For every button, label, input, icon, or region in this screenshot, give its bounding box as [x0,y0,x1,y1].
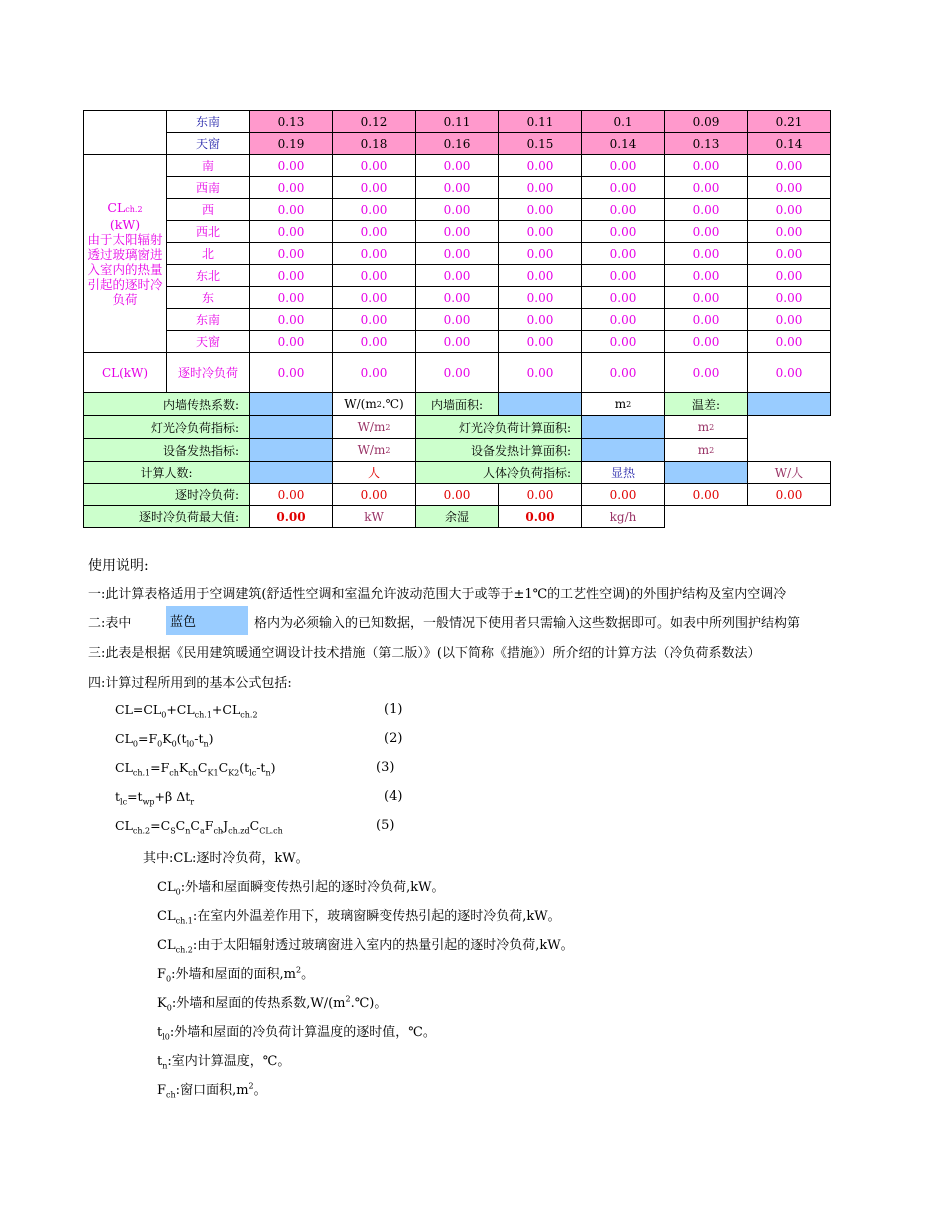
formula-4: $t_{lc}=t_{wp}+\beta$ $\Delta t_r$ [115,789,195,807]
lighting-area-unit-base: m [697,420,710,434]
cl-ch2-value-cell: 0.00 [498,176,582,199]
cl-ch2-value-cell: 0.00 [498,308,582,331]
inner-wall-k-unit [332,392,416,416]
cl-ch2-symbol-sub: ch.2 [125,205,143,214]
formula-number-3: (3) [376,760,395,775]
cl-ch2-value-cell: 0.00 [415,286,499,309]
merged-label-cell-top [83,110,167,155]
instruction-line-2-prefix: 二:表中 [88,616,132,631]
hourly-load-value: 0.00 [664,483,748,506]
hourly-load-label: 逐时冷负荷: [83,483,250,506]
inner-wall-k-unit-end: .℃) [381,397,404,411]
definition-k0: $K_0$:外墙和屋面的传热系数$,W/(m^2.℃)$。 [157,994,388,1013]
equipment-area-label: 设备发热计算面积: [415,438,582,462]
direction-label: 西 [166,198,250,221]
cl-ch2-value-cell: 0.00 [249,264,333,287]
people-count-label: 计算人数: [83,461,250,484]
cl-ch2-value-cell: 0.00 [581,198,665,221]
cl-ch2-value-cell: 0.00 [581,286,665,309]
formula-5: $CL_{ch.2}=C_SC_nC_aF_{ch}J_{ch.zd}C_{CL.ch}$ [115,818,283,836]
cl-ch2-value-cell: 0.00 [498,264,582,287]
cl-total-value-cell: 0.00 [498,352,582,393]
cl-ch2-value-cell: 0.00 [664,198,748,221]
pink-coefficient-cell[interactable]: 0.19 [249,132,333,155]
cl-ch2-value-cell: 0.00 [332,308,416,331]
definition-f0-end: 。 [301,967,315,982]
formula-1: $CL=CL_0+CL_{ch.1}+CL_{ch.2}$ [115,702,258,720]
top-row-label: 天窗 [166,132,250,155]
definitions-intro: 其中:CL:逐时冷负荷，kW。 [143,851,309,866]
lighting-index-unit-base: W/m [357,420,386,434]
direction-label: 东南 [166,308,250,331]
cl-total-value-cell: 0.00 [664,352,748,393]
definition-f0-sup: 2 [295,965,302,975]
cl-ch2-value-cell: 0.00 [747,330,831,353]
cl-ch2-value-cell: 0.00 [747,286,831,309]
direction-label: 西北 [166,220,250,243]
pink-coefficient-cell[interactable]: 0.14 [581,132,665,155]
pink-coefficient-cell[interactable]: 0.13 [249,110,333,133]
direction-label: 东 [166,286,250,309]
inner-wall-area-unit-sup: 2 [626,399,632,409]
max-load-value: 0.00 [249,505,333,528]
direction-label: 东北 [166,264,250,287]
cl-ch2-value-cell: 0.00 [415,242,499,265]
direction-label: 西南 [166,176,250,199]
definition-clch2: $CL_{ch.2}$:由于太阳辐射透过玻璃窗进入室内的热量引起的逐时冷负荷,kW。 [157,938,574,955]
formula-2: $CL_0=F_0K_0(t_{l0}-t_n)$ [115,731,214,749]
max-load-label: 逐时冷负荷最大值: [83,505,250,528]
cl-ch2-value-cell: 0.00 [415,154,499,177]
equipment-area-unit [664,438,748,462]
cl-ch2-value-cell: 0.00 [249,154,333,177]
cl-ch2-value-cell: 0.00 [498,154,582,177]
residual-humidity-label: 余湿 [415,505,499,528]
cl-ch2-value-cell: 0.00 [415,308,499,331]
definition-cl0-text: 外墙和屋面瞬变传热引起的逐时冷负荷,kW。 [185,880,445,895]
cl-ch2-value-cell: 0.00 [581,330,665,353]
cl-ch2-value-cell: 0.00 [581,176,665,199]
cl-ch2-value-cell: 0.00 [332,220,416,243]
people-index-label: 人体冷负荷指标: [415,461,582,484]
cl-total-label: CL(kW) [83,352,167,393]
cl-ch2-value-cell: 0.00 [581,264,665,287]
cl-ch2-value-cell: 0.00 [332,154,416,177]
inner-wall-area-input[interactable] [498,392,582,416]
definition-tn: $t_n$:室内计算温度，℃。 [157,1054,291,1071]
definition-clch1: $CL_{ch.1}$:在室内外温差作用下，玻璃窗瞬变传热引起的逐时冷负荷,kW。 [157,909,561,926]
cl-ch2-unit: (kW) [109,217,141,232]
cl-ch2-value-cell: 0.00 [664,154,748,177]
inner-wall-area-unit [581,392,665,416]
cl-ch2-value-cell: 0.00 [249,330,333,353]
pink-coefficient-cell[interactable]: 0.1 [581,110,665,133]
definition-k0-text: 外墙和屋面的传热系数,W/(m [176,996,346,1011]
definition-k0-sup: 2 [345,994,351,1004]
cl-ch2-value-cell: 0.00 [581,308,665,331]
definition-f0-text: 外墙和屋面的面积,m [175,967,296,982]
cl-total-sublabel: 逐时冷负荷 [166,352,250,393]
cl-ch2-value-cell: 0.00 [249,286,333,309]
cl-ch2-value-cell: 0.00 [249,220,333,243]
cl-ch2-value-cell: 0.00 [664,264,748,287]
cl-ch2-value-cell: 0.00 [332,242,416,265]
hourly-load-value: 0.00 [747,483,831,506]
lighting-index-input[interactable] [249,415,333,439]
cl-total-value-cell: 0.00 [581,352,665,393]
top-row-label: 东南 [166,110,250,133]
max-load-unit: kW [332,505,416,528]
cl-ch2-value-cell: 0.00 [498,242,582,265]
cl-ch2-value-cell: 0.00 [664,308,748,331]
lighting-area-label: 灯光冷负荷计算面积: [415,415,582,439]
cl-ch2-value-cell: 0.00 [332,176,416,199]
cl-ch2-symbol-main: CL [107,200,126,215]
cl-ch2-value-cell: 0.00 [664,220,748,243]
pink-coefficient-cell[interactable]: 0.11 [498,110,582,133]
cl-ch2-value-cell: 0.00 [415,330,499,353]
hourly-load-value: 0.00 [581,483,665,506]
pink-coefficient-cell[interactable]: 0.21 [747,110,831,133]
people-index-input[interactable] [664,461,748,484]
direction-label: 天窗 [166,330,250,353]
cl-ch2-value-cell: 0.00 [747,308,831,331]
equipment-index-label: 设备发热指标: [83,438,250,462]
cl-ch2-value-cell: 0.00 [415,198,499,221]
definition-f0: $F_0$:外墙和屋面的面积$,m^2$。 [157,965,315,984]
cl-ch2-value-cell: 0.00 [415,176,499,199]
definition-k0-end: .℃)。 [350,996,388,1011]
spreadsheet-grid [0,0,950,540]
cl-ch2-value-cell: 0.00 [747,154,831,177]
definition-clch2-text: 由于太阳辐射透过玻璃窗进入室内的热量引起的逐时冷负荷,kW。 [197,938,574,953]
equipment-area-input[interactable] [581,438,665,462]
direction-label: 北 [166,242,250,265]
blue-legend-chip: 蓝色 [166,606,248,635]
cl-ch2-value-cell: 0.00 [664,242,748,265]
cl-ch2-description: 由于太阳辐射透过玻璃窗进入室内的热量引起的逐时冷负荷 [87,232,163,307]
cl-ch2-value-cell: 0.00 [498,286,582,309]
cl-ch2-value-cell: 0.00 [581,242,665,265]
cl-ch2-value-cell: 0.00 [498,220,582,243]
equipment-area-unit-base: m [697,443,710,457]
cl-ch2-value-cell: 0.00 [581,220,665,243]
cl-ch2-value-cell: 0.00 [249,242,333,265]
cl-ch2-value-cell: 0.00 [498,330,582,353]
cl-total-value-cell: 0.00 [747,352,831,393]
cl-ch2-value-cell: 0.00 [249,198,333,221]
inner-wall-k-unit-base: W/(m [344,397,377,411]
cl-ch2-value-cell: 0.00 [249,308,333,331]
cl-ch2-value-cell: 0.00 [249,176,333,199]
cl-ch2-value-cell: 0.00 [581,154,665,177]
lighting-index-unit-sup: 2 [385,422,391,432]
pink-coefficient-cell[interactable]: 0.16 [415,132,499,155]
lighting-area-unit [664,415,748,439]
residual-humidity-value: 0.00 [498,505,582,528]
instruction-line-3: 三:此表是根据《民用建筑暖通空调设计技术措施（第二版）》(以下简称《措施》）所介绍的计算方法（冷负荷系数法） [88,646,761,661]
cl-ch2-value-cell: 0.00 [415,264,499,287]
cl-ch2-value-cell: 0.00 [664,286,748,309]
cl-ch2-value-cell: 0.00 [498,198,582,221]
lighting-index-label: 灯光冷负荷指标: [83,415,250,439]
inner-wall-area-label: 内墙面积: [415,392,499,416]
cl-ch2-value-cell: 0.00 [332,330,416,353]
equipment-index-unit-sup: 2 [385,445,391,455]
instruction-line-1: 一:此计算表格适用于空调建筑(舒适性空调和室温允许波动范围大于或等于±1℃的工艺性空调)的外围护结构及室内空调冷 [88,587,787,602]
pink-coefficient-cell[interactable]: 0.12 [332,110,416,133]
inner-wall-k-unit-sup: 2 [376,399,382,409]
definition-fch-text: 窗口面积,m [180,1083,249,1098]
people-count-input[interactable] [249,461,333,484]
inner-wall-k-input[interactable] [249,392,333,416]
cl-ch2-value-cell: 0.00 [747,264,831,287]
formula-number-1: (1) [384,702,403,717]
pink-coefficient-cell[interactable]: 0.14 [747,132,831,155]
equipment-index-input[interactable] [249,438,333,462]
cl-total-value-cell: 0.00 [415,352,499,393]
definition-fch-sup: 2 [248,1081,254,1091]
cl-ch2-value-cell: 0.00 [747,220,831,243]
sensible-heat-label: 显热 [581,461,665,484]
lighting-index-unit [332,415,416,439]
people-index-unit: W/人 [747,461,831,484]
pink-coefficient-cell[interactable]: 0.18 [332,132,416,155]
hourly-load-value: 0.00 [415,483,499,506]
hourly-load-value: 0.00 [498,483,582,506]
equipment-area-unit-sup: 2 [709,445,715,455]
pink-coefficient-cell[interactable]: 0.11 [415,110,499,133]
inner-wall-area-unit-base: m [614,397,627,411]
cl-ch2-value-cell: 0.00 [664,330,748,353]
pink-coefficient-cell[interactable]: 0.13 [664,132,748,155]
cl-total-value-cell: 0.00 [249,352,333,393]
instructions-title: 使用说明: [88,558,149,574]
definition-fch-end: 。 [253,1083,267,1098]
definition-tn-text: 室内计算温度，℃。 [171,1054,291,1069]
formula-number-5: (5) [376,818,395,833]
cl-ch2-value-cell: 0.00 [747,176,831,199]
cl-ch2-value-cell: 0.00 [664,176,748,199]
definition-tl0-text: 外墙和屋面的冷负荷计算温度的逐时值，℃。 [174,1025,436,1040]
hourly-load-value: 0.00 [332,483,416,506]
cl-ch2-value-cell: 0.00 [332,286,416,309]
formula-number-2: (2) [384,731,403,746]
formula-number-4: (4) [384,789,403,804]
cl-ch2-value-cell: 0.00 [415,220,499,243]
inner-wall-k-label: 内墙传热系数: [83,392,250,416]
cl-ch2-label [83,154,167,353]
instruction-line-2-suffix: 格内为必须输入的已知数据，一般情况下使用者只需输入这些数据即可。如表中所列围护结构第 [254,616,801,631]
hourly-load-value: 0.00 [249,483,333,506]
lighting-area-unit-sup: 2 [709,422,715,432]
cl-ch2-value-cell: 0.00 [332,264,416,287]
residual-humidity-unit: kg/h [581,505,665,528]
formula-3: $CL_{ch.1}=F_{ch}K_{ch}C_{K1}C_{K2}(t_{lc}-t_n)$ [115,760,276,778]
equipment-index-unit-base: W/m [357,443,386,457]
pink-coefficient-cell[interactable]: 0.15 [498,132,582,155]
cl-total-value-cell: 0.00 [332,352,416,393]
definition-fch: $F_{ch}$:窗口面积$,m^2$。 [157,1081,267,1100]
definition-cl0: $CL_0$:外墙和屋面瞬变传热引起的逐时冷负荷,kW。 [157,880,445,897]
cl-ch2-symbol [107,200,142,217]
temp-diff-input[interactable] [747,392,831,416]
temp-diff-label: 温差: [664,392,748,416]
cl-ch2-value-cell: 0.00 [747,242,831,265]
people-count-unit: 人 [332,461,416,484]
equipment-index-unit [332,438,416,462]
definition-tl0: $t_{l0}$:外墙和屋面的冷负荷计算温度的逐时值，℃。 [157,1025,436,1042]
cl-ch2-value-cell: 0.00 [747,198,831,221]
lighting-area-input[interactable] [581,415,665,439]
direction-label: 南 [166,154,250,177]
instruction-line-4: 四:计算过程所用到的基本公式包括: [88,676,292,691]
definition-clch1-text: 在室内外温差作用下，玻璃窗瞬变传热引起的逐时冷负荷,kW。 [197,909,561,924]
pink-coefficient-cell[interactable]: 0.09 [664,110,748,133]
cl-ch2-value-cell: 0.00 [332,198,416,221]
